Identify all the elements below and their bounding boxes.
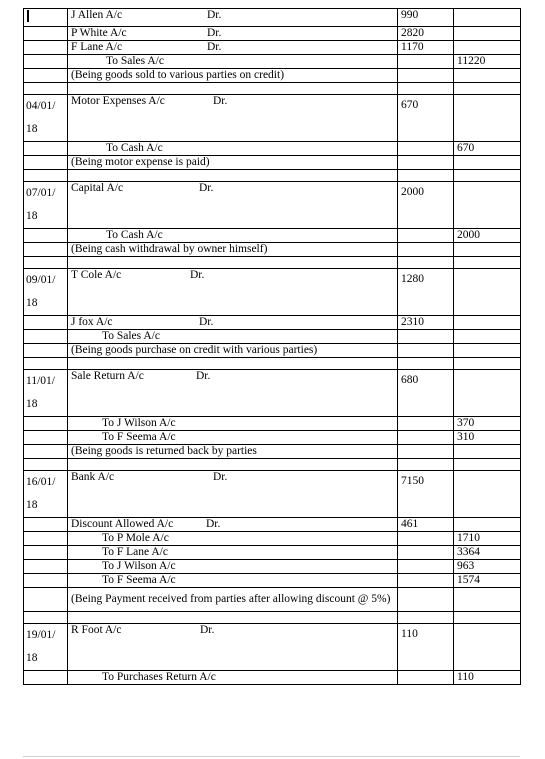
empty-cell [24,257,68,269]
debit-amount [398,156,454,170]
debit-amount [398,330,454,344]
date-cell [24,316,68,330]
journal-row [24,269,521,316]
particulars-cell [68,269,398,316]
account-name: To P Mole A/c [102,532,169,544]
date-cell: 09/01/ 18 [24,269,68,316]
empty-cell [454,83,521,95]
date-cell [24,55,68,69]
narration-row [24,69,521,83]
debit-marker: Dr. [207,41,222,53]
debit-amount: 670 [398,95,454,142]
account-name: To J Wilson A/c [102,417,176,429]
date-cell: 07/01/ 18 [24,182,68,229]
account-name: T Cole A/c [71,269,122,281]
journal-row [24,229,521,243]
account-name: To Purchases Return A/c [102,671,216,683]
credit-amount [454,370,521,417]
credit-amount [454,588,521,612]
debit-amount [398,532,454,546]
particulars-cell [68,55,398,69]
particulars-cell [68,316,398,330]
account-name: To Sales A/c [102,330,160,342]
account-name: Bank A/c [71,471,115,483]
date-cell [24,431,68,445]
account-name: F Lane A/c [71,41,123,53]
journal-row [24,41,521,55]
journal-row [24,330,521,344]
particulars-cell [68,182,398,229]
account-name: R Foot A/c [71,624,122,636]
narration-text: (Being motor expense is paid) [68,156,398,170]
particulars-cell [68,471,398,518]
debit-amount [398,574,454,588]
debit-amount [398,344,454,358]
empty-cell [398,612,454,624]
particulars-cell [68,624,398,671]
date-cell [24,518,68,532]
date-cell: 11/01/ 18 [24,370,68,417]
debit-amount [398,69,454,83]
date-cell [24,27,68,41]
date-cell [24,574,68,588]
particulars-cell [68,532,398,546]
debit-amount [398,560,454,574]
empty-cell [68,612,398,624]
spacer-row [24,83,521,95]
empty-cell [454,358,521,370]
debit-amount [398,546,454,560]
debit-amount: 461 [398,518,454,532]
credit-amount: 1710 [454,532,521,546]
credit-amount: 3364 [454,546,521,560]
credit-amount: 370 [454,417,521,431]
journal-row [24,671,521,685]
empty-cell [24,170,68,182]
journal-row [24,370,521,417]
spacer-row [24,459,521,471]
particulars-cell [68,560,398,574]
particulars-cell [68,229,398,243]
journal-row [24,518,521,532]
credit-amount: 11220 [454,55,521,69]
cursor-mark [27,10,29,22]
debit-marker: Dr. [213,471,228,483]
credit-amount: 670 [454,142,521,156]
empty-cell [398,257,454,269]
account-name: Capital A/c [71,182,124,194]
journal-table [23,8,521,685]
particulars-cell [68,370,398,417]
debit-amount [398,142,454,156]
narration-text: (Being goods sold to various parties on credit) [68,69,398,83]
debit-marker: Dr. [196,370,211,382]
spacer-row [24,612,521,624]
credit-amount [454,269,521,316]
journal-row [24,532,521,546]
account-name: To F Seema A/c [102,431,176,443]
empty-cell [398,170,454,182]
credit-amount [454,243,521,257]
empty-cell [68,459,398,471]
account-name: P White A/c [71,27,127,39]
date-cell [24,41,68,55]
debit-amount: 990 [398,9,454,27]
particulars-cell [68,9,398,27]
credit-amount [454,9,521,27]
date-cell [24,588,68,612]
credit-amount [454,182,521,229]
particulars-cell [68,574,398,588]
particulars-cell [68,546,398,560]
debit-marker: Dr. [213,95,228,107]
credit-amount: 963 [454,560,521,574]
date-cell [24,546,68,560]
debit-marker: Dr. [190,269,205,281]
account-name: To Sales A/c [106,55,164,67]
date-cell [24,229,68,243]
spacer-row [24,257,521,269]
account-name: To Cash A/c [106,229,163,241]
date-cell [24,330,68,344]
debit-amount [398,445,454,459]
credit-amount: 2000 [454,229,521,243]
debit-amount: 2820 [398,27,454,41]
spacer-row [24,170,521,182]
narration-text: (Being goods is returned back by parties [68,445,398,459]
narration-text: (Being cash withdrawal by owner himself) [68,243,398,257]
account-name: J fox A/c [71,316,113,328]
debit-amount: 1170 [398,41,454,55]
debit-amount: 110 [398,624,454,671]
particulars-cell [68,671,398,685]
credit-amount [454,27,521,41]
debit-amount [398,229,454,243]
credit-amount [454,445,521,459]
date-cell [24,671,68,685]
account-name: J Allen A/c [71,9,123,21]
journal-row [24,95,521,142]
empty-cell [398,83,454,95]
empty-cell [398,459,454,471]
date-cell [24,417,68,431]
empty-cell [24,459,68,471]
debit-marker: Dr. [207,9,222,21]
credit-amount [454,344,521,358]
account-name: Motor Expenses A/c [71,95,165,107]
particulars-cell [68,41,398,55]
particulars-cell [68,518,398,532]
journal-row [24,574,521,588]
narration-row [24,243,521,257]
date-cell [24,344,68,358]
empty-cell [454,257,521,269]
journal-row [24,27,521,41]
date-cell [24,560,68,574]
account-name: To F Seema A/c [102,574,176,586]
narration-row [24,588,521,612]
empty-cell [24,83,68,95]
particulars-cell [68,431,398,445]
debit-amount [398,417,454,431]
date-cell: 16/01/ 18 [24,471,68,518]
empty-cell [398,358,454,370]
empty-cell [68,83,398,95]
credit-amount: 310 [454,431,521,445]
date-cell [24,156,68,170]
credit-amount [454,41,521,55]
narration-text: (Being Payment received from parties after allowing discount @ 5%) [68,588,398,612]
credit-amount [454,316,521,330]
particulars-cell [68,330,398,344]
journal-body [24,9,521,685]
account-name: Discount Allowed A/c [71,518,174,530]
narration-row [24,445,521,459]
debit-amount [398,671,454,685]
journal-row [24,316,521,330]
date-cell [24,142,68,156]
particulars-cell [68,95,398,142]
empty-cell [454,459,521,471]
date-cell: 19/01/ 18 [24,624,68,671]
empty-cell [454,612,521,624]
narration-row [24,344,521,358]
empty-cell [68,358,398,370]
particulars-cell [68,27,398,41]
empty-cell [454,170,521,182]
debit-marker: Dr. [199,182,214,194]
account-name: Sale Return A/c [71,370,144,382]
debit-amount: 2310 [398,316,454,330]
debit-amount [398,588,454,612]
narration-row [24,156,521,170]
date-cell [24,445,68,459]
journal-row [24,9,521,27]
narration-text: (Being goods purchase on credit with various parties) [68,344,398,358]
debit-marker: Dr. [199,316,214,328]
debit-marker: Dr. [200,624,215,636]
credit-amount [454,156,521,170]
empty-cell [24,612,68,624]
empty-cell [68,257,398,269]
date-cell: 04/01/ 18 [24,95,68,142]
account-name: To Cash A/c [106,142,163,154]
journal-row [24,182,521,229]
date-cell [24,9,68,27]
credit-amount [454,69,521,83]
date-cell [24,532,68,546]
debit-amount: 680 [398,370,454,417]
credit-amount [454,95,521,142]
particulars-cell [68,142,398,156]
journal-row [24,417,521,431]
journal-row [24,624,521,671]
credit-amount [454,624,521,671]
credit-amount [454,330,521,344]
date-cell [24,243,68,257]
journal-row [24,55,521,69]
credit-amount [454,518,521,532]
credit-amount: 110 [454,671,521,685]
journal-row [24,471,521,518]
particulars-cell [68,417,398,431]
date-cell [24,69,68,83]
journal-row [24,431,521,445]
debit-marker: Dr. [206,518,221,530]
journal-row [24,546,521,560]
debit-amount: 7150 [398,471,454,518]
debit-amount [398,243,454,257]
journal-row [24,142,521,156]
debit-amount [398,431,454,445]
debit-amount: 2000 [398,182,454,229]
debit-marker: Dr. [207,27,222,39]
credit-amount [454,471,521,518]
journal-row [24,560,521,574]
credit-amount: 1574 [454,574,521,588]
debit-amount [398,55,454,69]
spacer-row [24,358,521,370]
account-name: To F Lane A/c [102,546,168,558]
account-name: To J Wilson A/c [102,560,176,572]
empty-cell [68,170,398,182]
empty-cell [24,358,68,370]
page-edge-line [23,756,520,757]
debit-amount: 1280 [398,269,454,316]
